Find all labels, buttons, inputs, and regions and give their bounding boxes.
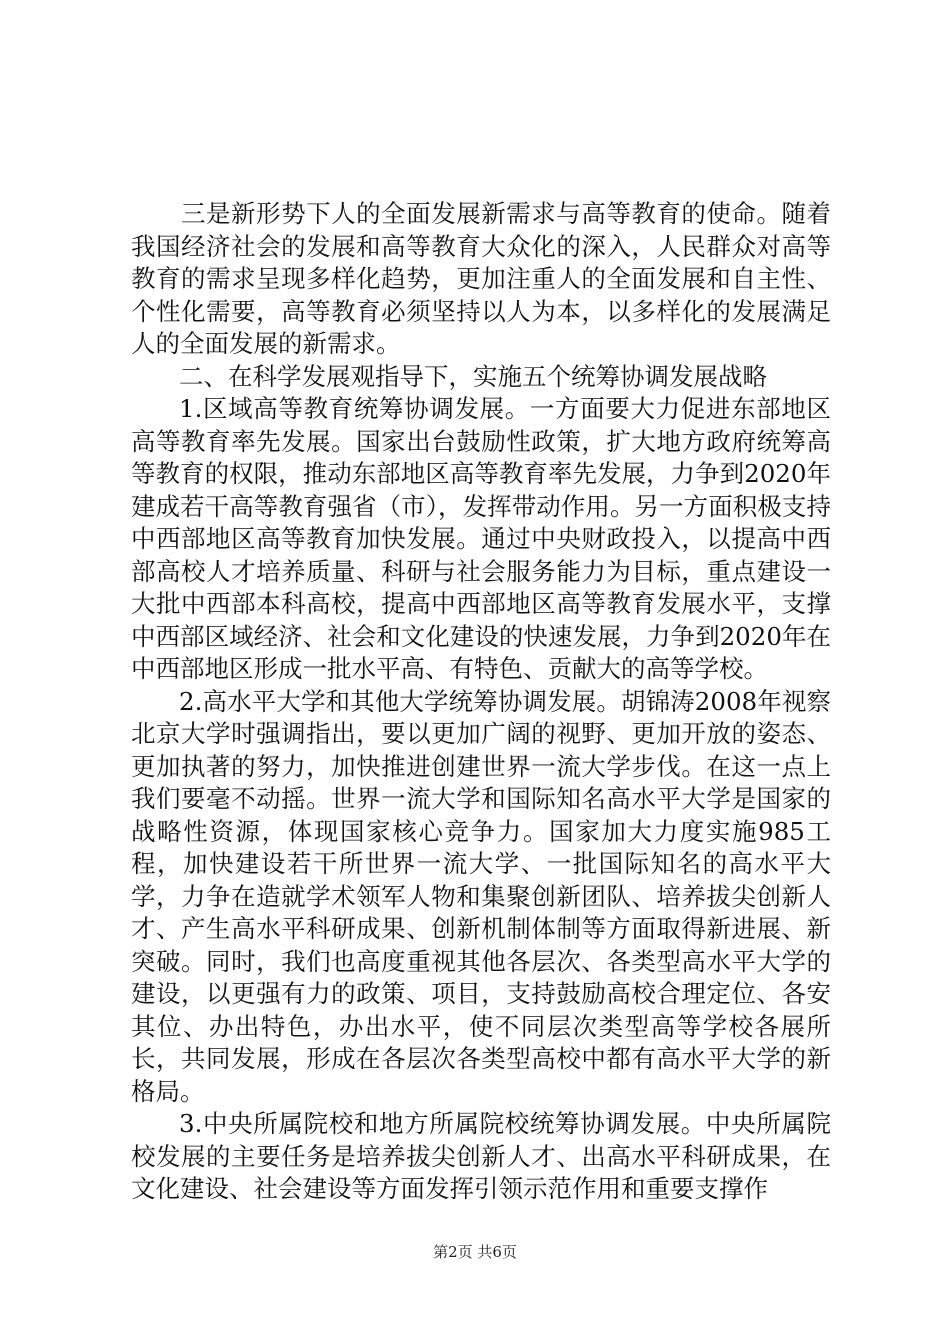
- paragraph-regional-coordination: 1.区域高等教育统筹协调发展。一方面要大力促进东部地区高等教育率先发展。国家出台鼓励性政策，扩大地方政府统筹高等教育的权限，推动东部地区高等教育率先发展，力争到2020年建成若干高等教育强省（市），发挥带动作用。另一方面积极支持中西部地区高等教育加快发展。通过中央财政投入，以提高中西部高校人才培养质量、科研与社会服务能力为目标，重点建设一大批中西部本科高校，提高中西部地区高等教育发展水平，支撑中西部区域经济、社会和文化建设的快速发展，力争到2020年在中西部地区形成一批水平高、有特色、贡献大的高等学校。: [131, 394, 831, 683]
- document-body: [131, 198, 831, 1206]
- paragraph-new-situation: 三是新形势下人的全面发展新需求与高等教育的使命。随着我国经济社会的发展和高等教育大众化的深入，人民群众对高等教育的需求呈现多样化趋势，更加注重人的全面发展和自主性、个性化需要，高等教育必须坚持以人为本，以多样化的发展满足人的全面发展的新需求。: [131, 199, 831, 358]
- paragraph-high-level-universities: 2.高水平大学和其他大学统筹协调发展。胡锦涛2008年视察北京大学时强调指出，要以更加广阔的视野、更加开放的姿态、更加执著的努力，加快推进创建世界一流大学步伐。在这一点上我们要毫不动摇。世界一流大学和国际知名高水平大学是国家的战略性资源，体现国家核心竞争力。国家加大力度实施985工程，加快建设若干所世界一流大学、一批国际知名的高水平大学，力争在造就学术领军人物和集聚创新团队、培养拔尖创新人才、产生高水平科研成果、创新机制体制等方面取得新进展、新突破。同时，我们也高度重视其他各层次、各类型高水平大学的建设，以更强有力的政策、项目，支持鼓励高校合理定位、各安其位、办出特色，办出水平，使不同层次类型高等学校各展所长，共同发展，形成在各层次各类型高校中都有高水平大学的新格局。: [131, 686, 831, 1106]
- paragraph-central-local-institutions: 3.中央所属院校和地方所属院校统筹协调发展。中央所属院校发展的主要任务是培养拔尖创新人才、出高水平科研成果，在文化建设、社会建设等方面发挥引领示范作用和重要支撑作: [131, 1109, 831, 1203]
- page-number-footer: 第2页 共6页: [433, 1243, 517, 1261]
- section-heading-strategy: 二、在科学发展观指导下，实施五个统筹协调发展战略: [179, 361, 767, 391]
